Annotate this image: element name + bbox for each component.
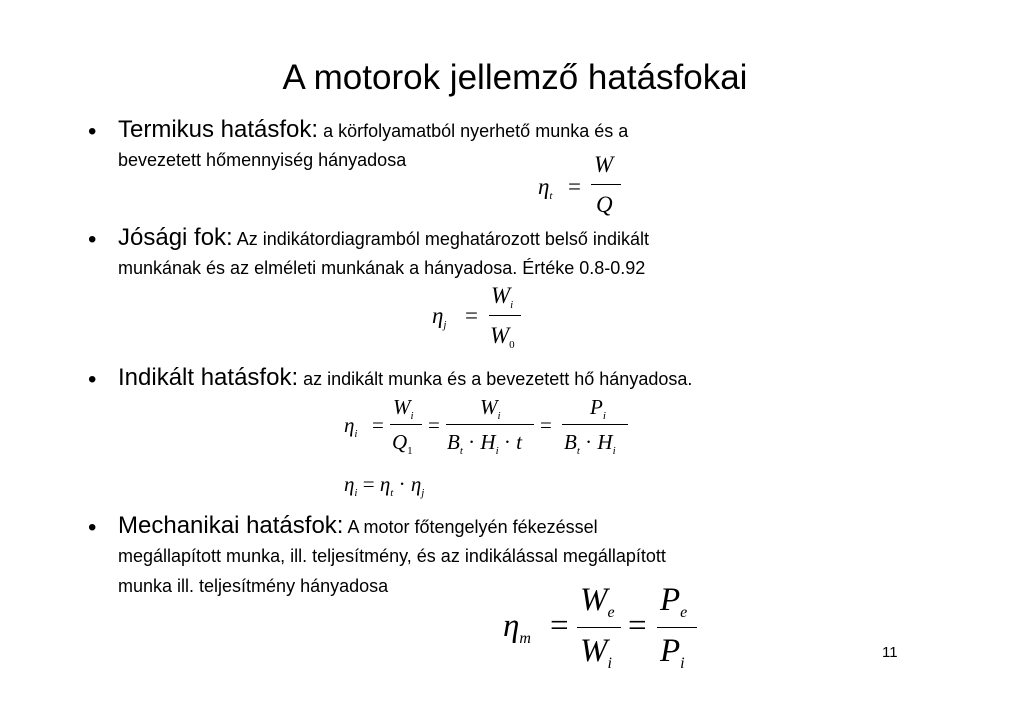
fraction-bar — [562, 424, 628, 425]
slide-title: A motorok jellemző hatásfokai — [282, 58, 748, 97]
item-mechanikai-line-1 — [118, 512, 598, 540]
item-josagi-line-1 — [118, 224, 649, 252]
term-mechanikai: Mechanikai hatásfok: — [118, 512, 344, 539]
formula-eta-j: $\eta_j$ — [432, 303, 447, 331]
desc-termikus-2: bevezetett hőmennyiség hányadosa — [118, 150, 407, 170]
formula-numerator: W — [594, 152, 614, 177]
bullet: • — [88, 118, 97, 145]
formula-denominator: $W_i$ — [580, 633, 612, 672]
formula-denominator: $B_t \cdot H_i \cdot t$ — [447, 430, 522, 457]
formula-denominator: $P_i$ — [660, 633, 685, 672]
formula-eta-t: $\eta_t$ — [538, 174, 553, 202]
desc-mechanikai-1: A motor főtengelyén fékezéssel — [343, 517, 598, 537]
fraction-bar — [591, 184, 621, 185]
fraction-bar — [657, 627, 697, 628]
formula-equals: = — [465, 303, 478, 328]
formula-denominator: $Q_1$ — [392, 430, 413, 457]
fraction-bar — [390, 424, 422, 425]
formula-equals: = — [568, 174, 581, 199]
bullet: • — [88, 366, 97, 393]
desc-mechanikai-2: megállapított munka, ill. teljesítmény, és az indikálással megállapított — [118, 546, 666, 566]
bullet: • — [88, 226, 97, 253]
formula-numerator: $W_i$ — [480, 395, 501, 422]
formula-equals: = — [372, 413, 384, 437]
desc-termikus-1: a körfolyamatból nyerhető munka és a — [318, 121, 629, 141]
page-number: 11 — [882, 644, 898, 661]
formula-eta-i: $\eta_i = \eta_t \cdot \eta_j$ — [344, 472, 425, 499]
bullet: • — [88, 514, 97, 541]
fraction-bar — [577, 627, 621, 628]
formula-equals: = — [540, 413, 552, 437]
formula-denominator: $B_t \cdot H_i$ — [564, 430, 616, 457]
fraction-bar — [489, 315, 521, 316]
formula-numerator: $P_i$ — [590, 395, 606, 422]
formula-numerator: $W_i$ — [491, 283, 514, 311]
formula-equals: = — [550, 608, 569, 644]
formula-denominator: Q — [596, 192, 613, 217]
formula-equals: = — [628, 608, 647, 644]
formula-denominator: $W_0$ — [490, 323, 515, 351]
formula-equals: = — [428, 413, 440, 437]
term-josagi: Jósági fok: — [118, 224, 233, 251]
formula-numerator: $W_i$ — [393, 395, 414, 422]
term-indikalt: Indikált hatásfok: — [118, 364, 299, 391]
formula-eta-m: $\eta_m$ — [503, 608, 531, 647]
formula-numerator: $W_e$ — [580, 582, 615, 621]
desc-josagi-1: Az indikátordiagramból meghatározott belső indikált — [232, 229, 649, 249]
desc-mechanikai-3: munka ill. teljesítmény hányadosa — [118, 576, 389, 596]
term-termikus: Termikus hatásfok: — [118, 116, 319, 143]
fraction-bar — [446, 424, 534, 425]
item-termikus-line-1 — [118, 116, 628, 144]
formula-eta-i: $\eta_i$ — [344, 413, 358, 440]
desc-indikalt-1: az indikált munka és a bevezetett hő hányadosa. — [298, 369, 693, 389]
formula-numerator: $P_e$ — [660, 582, 688, 621]
item-indikalt-line-1 — [118, 364, 692, 392]
desc-josagi-2: munkának és az elméleti munkának a hányadosa. Értéke 0.8-0.92 — [118, 258, 646, 278]
